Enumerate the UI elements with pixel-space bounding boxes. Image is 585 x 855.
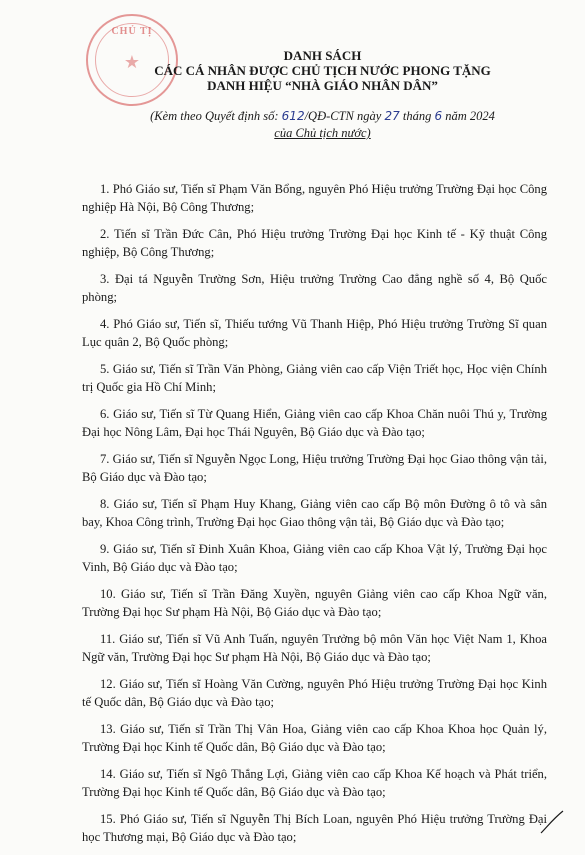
list-item: 6. Giáo sư, Tiến sĩ Từ Quang Hiển, Giảng viên cao cấp Khoa Chăn nuôi Thú y, Trường Đại học Nông Lâm, Đại học Thái Nguyên, Bộ Giáo dục và Đào tạo; xyxy=(82,407,547,439)
list-item: 5. Giáo sư, Tiến sĩ Trần Văn Phòng, Giảng viên cao cấp Viện Triết học, Học viện Chính trị Quốc gia Hồ Chí Minh; xyxy=(82,362,547,394)
list-item: 8. Giáo sư, Tiến sĩ Phạm Huy Khang, Giảng viên cao cấp Bộ môn Đường ô tô và sân bay, Khoa Công trình, Trường Đại học Giao thông vận tải, Bộ Giáo dục và Đào tạo; xyxy=(82,497,547,529)
document-title-line-2: CÁC CÁ NHÂN ĐƯỢC CHỦ TỊCH NƯỚC PHONG TẶNG xyxy=(154,63,491,78)
list-item: 4. Phó Giáo sư, Tiến sĩ, Thiếu tướng Vũ Thanh Hiệp, Phó Hiệu trưởng Trường Sĩ quan Lục quân 2, Bộ Quốc phòng; xyxy=(82,317,547,349)
list-item: 15. Phó Giáo sư, Tiến sĩ Nguyễn Thị Bích Loan, nguyên Phó Hiệu trưởng Trường Đại học Thương mại, Bộ Giáo dục và Đào tạo; xyxy=(82,812,547,844)
decision-day: 27 xyxy=(384,109,400,123)
document-title-line-3: DANH HIỆU “NHÀ GIÁO NHÂN DÂN” xyxy=(207,78,438,93)
list-item: 14. Giáo sư, Tiến sĩ Ngô Thắng Lợi, Giảng viên cao cấp Khoa Kế hoạch và Phát triển, Trường Đại học Kinh tế Quốc dân, Bộ Giáo dục và Đào tạo; xyxy=(82,767,547,799)
decision-month: 6 xyxy=(434,109,443,123)
list-item: 10. Giáo sư, Tiến sĩ Trần Đăng Xuyền, nguyên Giảng viên cao cấp Khoa Ngữ văn, Trường Đại học Sư phạm Hà Nội, Bộ Giáo dục và Đào tạo; xyxy=(82,587,547,619)
list-item: 7. Giáo sư, Tiến sĩ Nguyễn Ngọc Long, Hiệu trưởng Trường Đại học Giao thông vận tải, Bộ Giáo dục và Đào tạo; xyxy=(82,452,547,484)
decision-prefix: (Kèm theo Quyết định số: xyxy=(150,109,279,123)
decision-code: /QĐ-CTN xyxy=(304,109,354,123)
decision-reference-line-1 xyxy=(60,108,585,125)
list-item: 12. Giáo sư, Tiến sĩ Hoàng Văn Cường, nguyên Phó Hiệu trưởng Trường Đại học Kinh tế Quốc dân, Bộ Giáo dục và Đào tạo; xyxy=(82,677,547,709)
list-item: 1. Phó Giáo sư, Tiến sĩ Phạm Văn Bổng, nguyên Phó Hiệu trưởng Trường Đại học Công nghiệp Hà Nội, Bộ Công Thương; xyxy=(82,182,547,214)
decision-reference-line-2: của Chủ tịch nước) xyxy=(274,126,371,140)
day-label: ngày xyxy=(357,109,382,123)
year-label: năm 2024 xyxy=(445,109,495,123)
document-title: DANH SÁCH xyxy=(283,48,362,63)
awardee-list xyxy=(82,180,547,855)
list-item: 13. Giáo sư, Tiến sĩ Trần Thị Vân Hoa, Giảng viên cao cấp Khoa Khoa học Quản lý, Trường Đại học Kinh tế Quốc dân, Bộ Giáo dục và Đào tạo; xyxy=(82,722,547,754)
decision-number: 612 xyxy=(281,109,305,123)
seal-text: CHỦ TỊ xyxy=(111,26,153,37)
list-item: 9. Giáo sư, Tiến sĩ Đinh Xuân Khoa, Giảng viên cao cấp Khoa Vật lý, Trường Đại học Vinh, Bộ Giáo dục và Đào tạo; xyxy=(82,542,547,574)
signature-mark xyxy=(537,809,567,835)
list-item: 3. Đại tá Nguyễn Trường Sơn, Hiệu trưởng Trường Cao đẳng nghề số 4, Bộ Quốc phòng; xyxy=(82,272,547,304)
list-item: 11. Giáo sư, Tiến sĩ Vũ Anh Tuấn, nguyên Trưởng bộ môn Văn học Việt Nam 1, Khoa Ngữ văn, Trường Đại học Sư phạm Hà Nội, Bộ Giáo dục và Đào tạo; xyxy=(82,632,547,664)
list-item: 2. Tiến sĩ Trần Đức Cân, Phó Hiệu trưởng Trường Đại học Kinh tế - Kỹ thuật Công nghiệp, Bộ Công Thương; xyxy=(82,227,547,259)
seal-star-icon: ★ xyxy=(123,52,141,72)
document-header xyxy=(60,48,585,93)
month-label: tháng xyxy=(402,109,432,123)
decision-reference xyxy=(60,108,585,142)
